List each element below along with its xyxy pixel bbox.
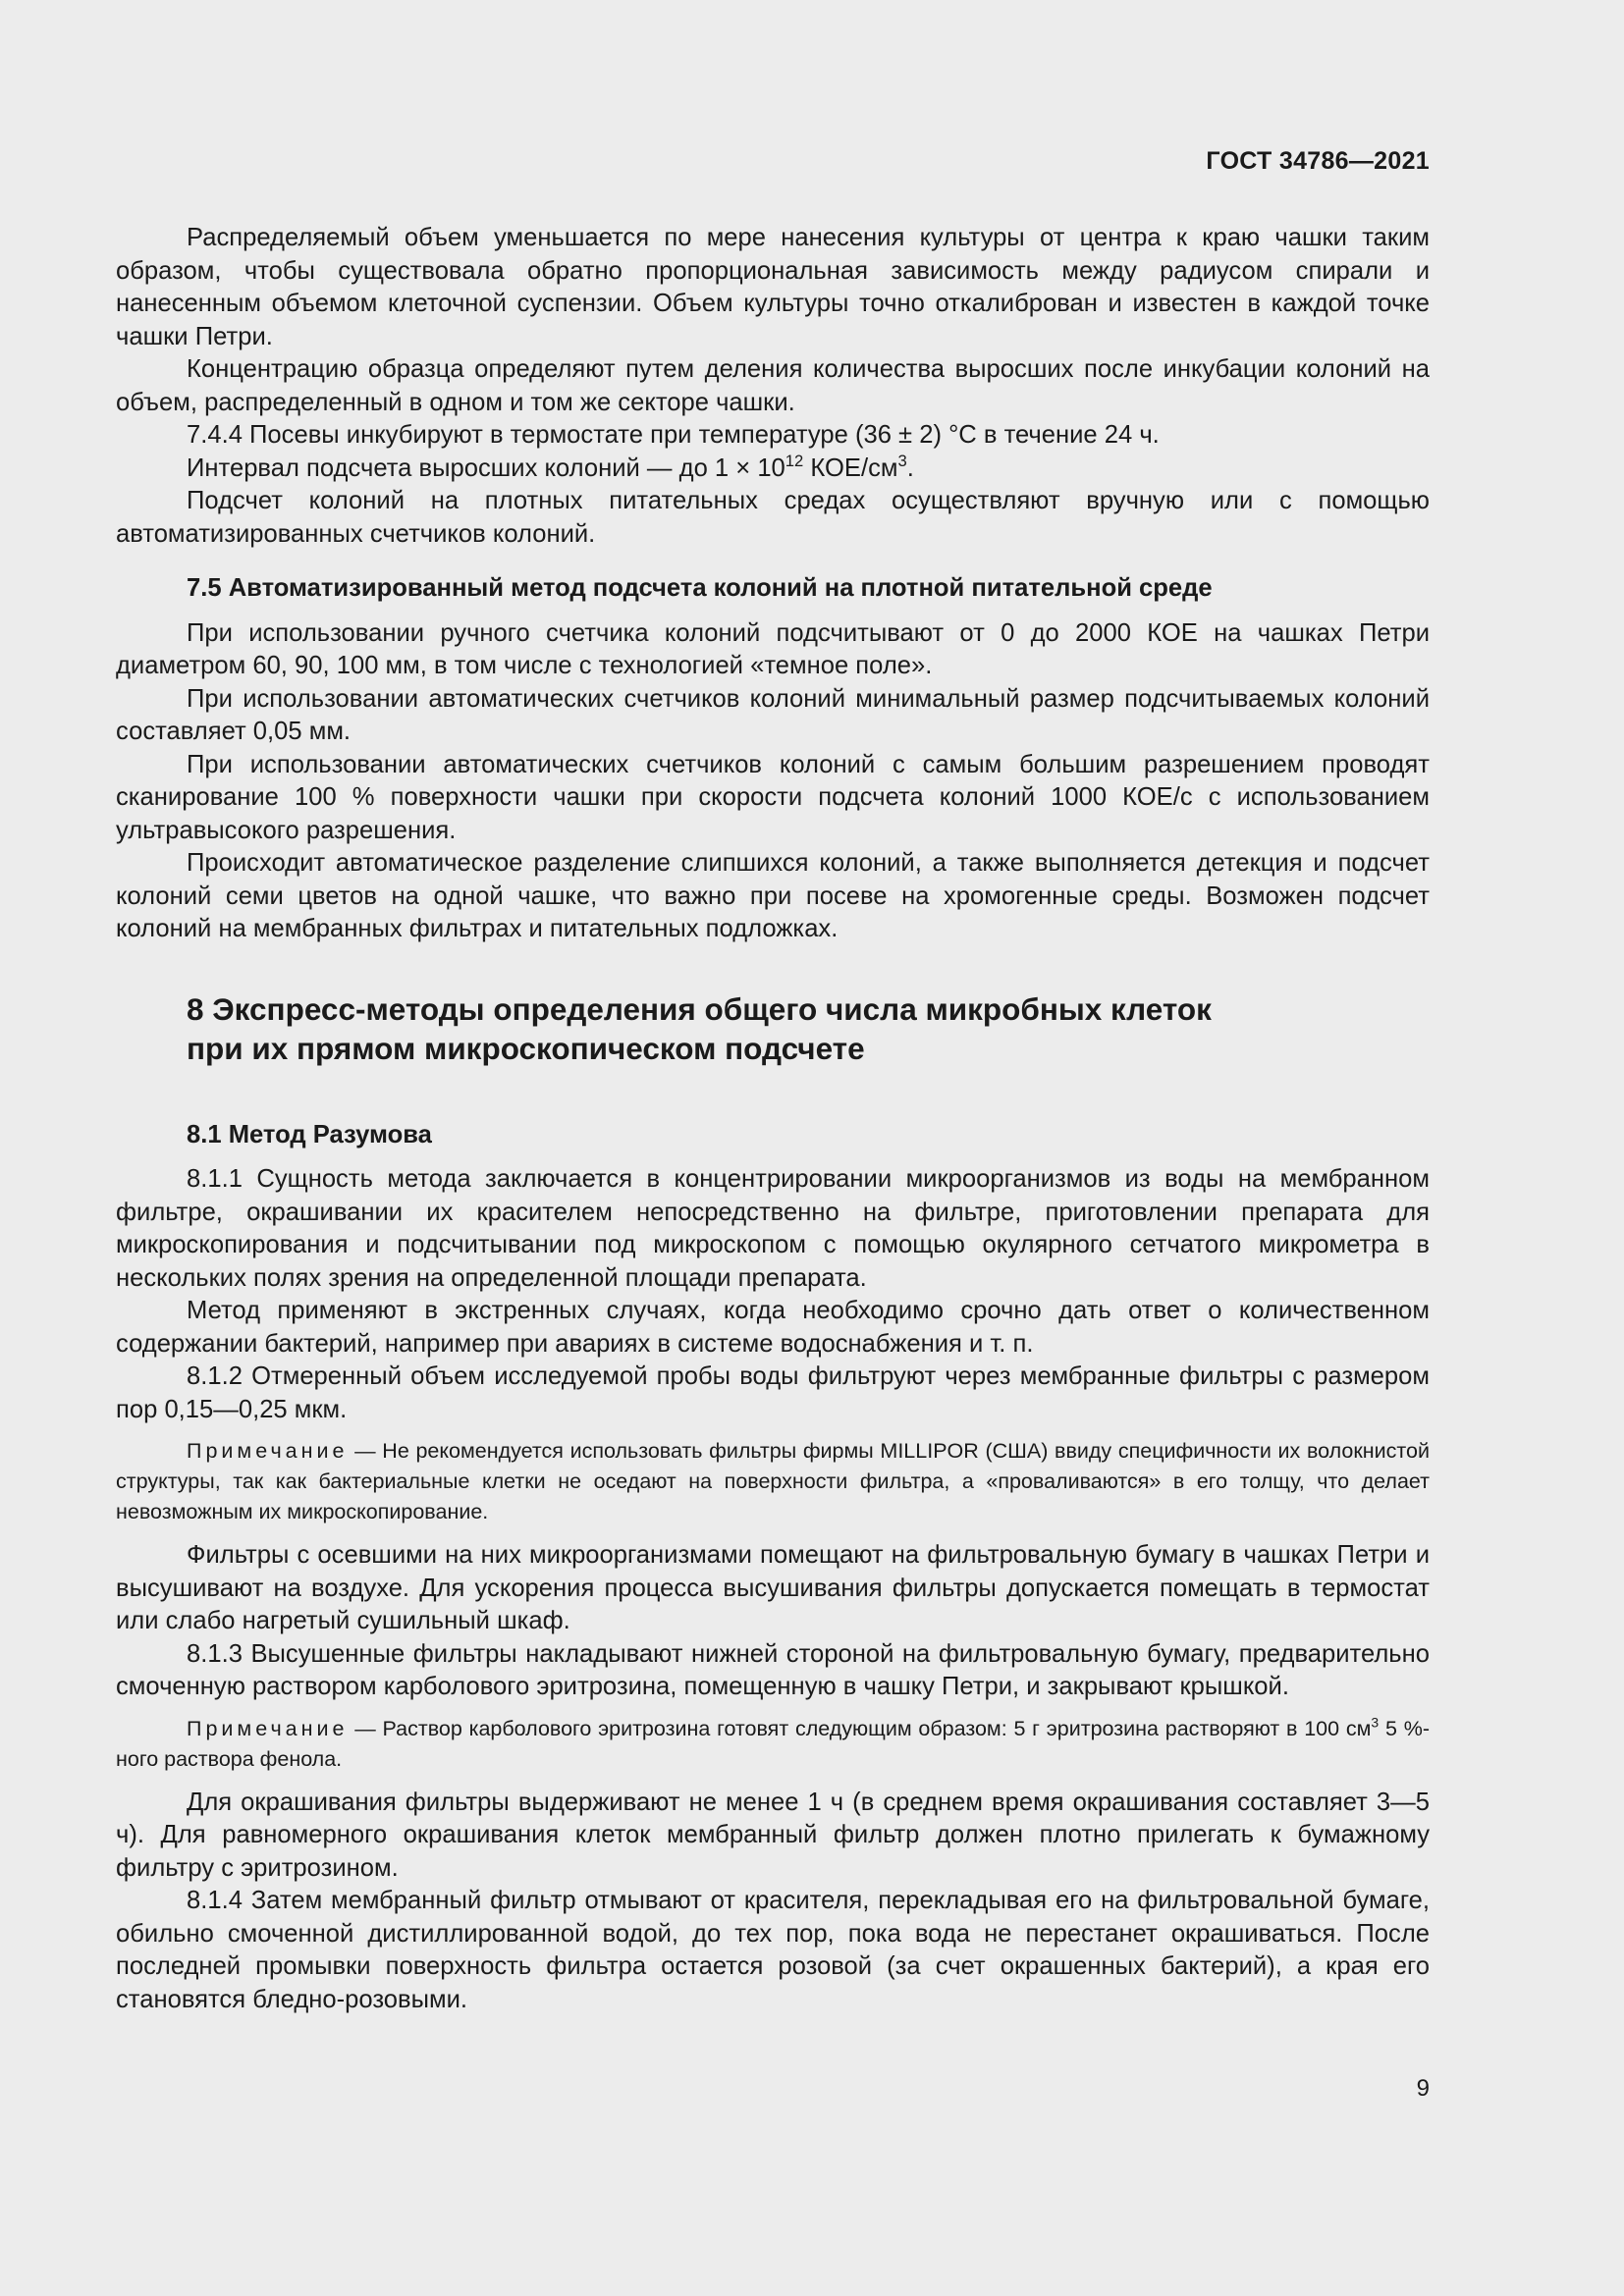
text-span: Интервал подсчета выросших колоний — до 1 × 10 xyxy=(187,454,785,482)
superscript: 12 xyxy=(785,451,804,470)
superscript: 3 xyxy=(897,451,907,470)
paragraph: 8.1.2 Отмеренный объем исследуемой пробы воды фильтруют через мембранные фильтры с размером пор 0,15—0,25 мкм. xyxy=(116,1362,1430,1423)
superscript: 3 xyxy=(1371,1714,1380,1731)
text-span: КОЕ/см xyxy=(803,454,898,482)
paragraph: Метод применяют в экстренных случаях, когда необходимо срочно дать ответ о количественном содержании бактерий, например при авариях в системе водоснабжения и т. п. xyxy=(116,1297,1430,1358)
page-number: 9 xyxy=(1416,2075,1430,2102)
paragraph: 7.4.4 Посевы инкубируют в термостате при температуре (36 ± 2) °С в течение 24 ч. xyxy=(187,421,1160,449)
paragraph: 8.1.3 Высушенные фильтры накладывают нижней стороной на фильтровальную бумагу, предварительно смоченную раствором карболового эритрозина, помещенную в чашку Петри, и закрывают крышкой. xyxy=(116,1639,1430,1700)
note-text: — Не рекомендуется использовать фильтры фирмы MILLIPOR (США) ввиду специфичности их волокнистой структуры, так как бактериальные клетки не оседают на поверхности фильтра, а «проваливаются» в его толщу, что делает невозможным их микроскопирование. xyxy=(116,1439,1430,1523)
paragraph: При использовании автоматических счетчиков колоний минимальный размер подсчитываемых колоний составляет 0,05 мм. xyxy=(116,684,1430,745)
paragraph: 8.1.1 Сущность метода заключается в концентрировании микроорганизмов из воды на мембранном фильтре, окрашивании их красителем непосредственно на фильтре, приготовлении препарата для микроскопирования и подсчитывании под микроскопом с помощью окулярного сетчатого микрометра в нескольких полях зрения на определенной площади препарата. xyxy=(116,1165,1430,1292)
heading-line: 8 Экспресс-методы определения общего числа микробных клеток xyxy=(187,990,1212,1027)
paragraph xyxy=(116,453,1430,486)
paragraph: При использовании ручного счетчика колоний подсчитывают от 0 до 2000 КОЕ на чашках Петри диаметром 60, 90, 100 мм, в том числе с технологией «темное поле». xyxy=(116,618,1430,679)
note xyxy=(116,1436,1430,1527)
note-text: 5 %-ного раствора фенола. xyxy=(116,1716,1430,1771)
paragraph: Подсчет колоний на плотных питательных средах осуществляют вручную или с помощью автоматизированных счетчиков колоний. xyxy=(116,487,1430,548)
note-text: — Раствор карболового эритрозина готовят следующим образом: 5 г эритрозина растворяют в 100 см xyxy=(348,1716,1372,1740)
section-heading-8-1: 8.1 Метод Разумова xyxy=(187,1120,432,1148)
paragraph: Происходит автоматическое разделение слипшихся колоний, а также выполняется детекция и подсчет колоний семи цветов на одной чашке, что важно при посеве на хромогенные среды. Возможен подсчет колоний на мембранных фильтрах и питательных подложках. xyxy=(116,849,1430,942)
paragraph: Распределяемый объем уменьшается по мере нанесения культуры от центра к краю чашки таким образом, чтобы существовала обратно пропорциональная зависимость между радиусом спирали и нанесенным объемом клеточной суспензии. Объем культуры точно откалиброван и известен в каждой точке чашки Петри. xyxy=(116,224,1430,350)
paragraph: Для окрашивания фильтры выдерживают не менее 1 ч (в среднем время окрашивания составляет 3—5 ч). Для равномерного окрашивания клеток мембранный фильтр должен плотно прилегать к бумажному фильтру с эритрозином. xyxy=(116,1788,1430,1882)
document-id-header: ГОСТ 34786—2021 xyxy=(1206,147,1430,175)
heading-line: при их прямом микроскопическом подсчете xyxy=(187,1030,865,1066)
paragraph: При использовании автоматических счетчиков колоний с самым большим разрешением проводят сканирование 100 % поверхности чашки при скорости подсчета колоний 1000 КОЕ/с с использованием ультравысокого разрешения. xyxy=(116,750,1430,844)
text-span: . xyxy=(906,454,914,482)
section-heading-8 xyxy=(187,989,1430,1068)
page-content xyxy=(116,222,1430,2016)
paragraph: 8.1.4 Затем мембранный фильтр отмывают от красителя, перекладывая его на фильтровальной бумаге, обильно смоченной дистиллированной водой, до тех пор, пока вода не перестанет окрашиваться. После последней промывки поверхность фильтра остается розовой (за счет окрашенных бактерий), а края его становятся бледно-розовыми. xyxy=(116,1887,1430,2013)
note xyxy=(116,1714,1430,1775)
note-label: Примечание xyxy=(187,1439,349,1463)
paragraph: Фильтры с осевшими на них микроорганизмами помещают на фильтровальную бумагу в чашках Петри и высушивают на воздухе. Для ускорения процесса высушивания фильтры допускается помещать в термостат или слабо нагретый сушильный шкаф. xyxy=(116,1541,1430,1634)
note-label: Примечание xyxy=(187,1716,349,1740)
section-heading-7-5: 7.5 Автоматизированный метод подсчета колоний на плотной питательной среде xyxy=(187,574,1213,602)
paragraph: Концентрацию образца определяют путем деления количества выросших после инкубации колоний на объем, распределенный в одном и том же секторе чашки. xyxy=(116,355,1430,416)
